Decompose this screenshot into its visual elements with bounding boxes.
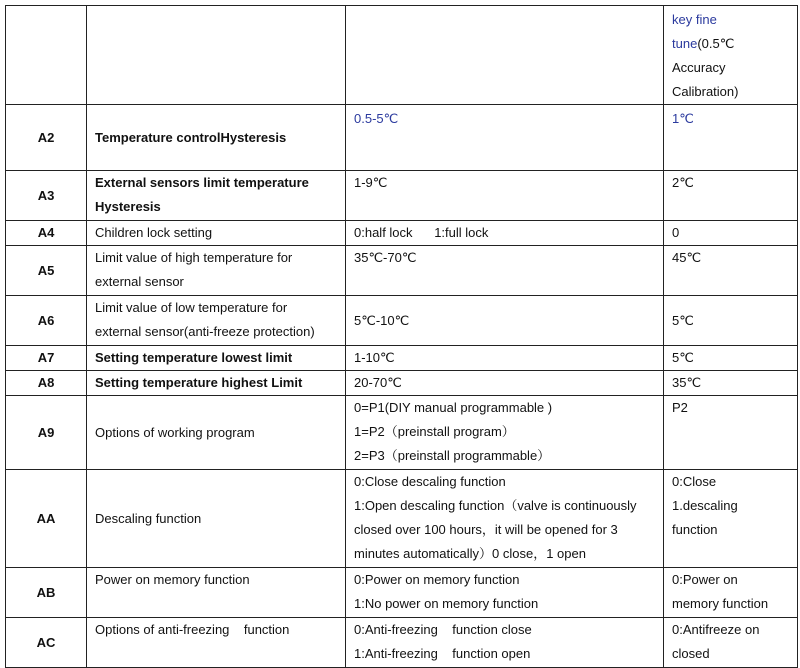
param-default-line: 0:Antifreeze on bbox=[672, 622, 760, 637]
param-range: 5℃-10℃ bbox=[346, 296, 664, 346]
param-default: 2℃ bbox=[664, 171, 798, 221]
param-range bbox=[346, 618, 664, 668]
table-row bbox=[6, 470, 798, 568]
param-name-line: external sensor bbox=[95, 274, 184, 289]
table-row bbox=[6, 618, 798, 668]
param-code: A3 bbox=[6, 171, 87, 221]
param-name bbox=[87, 246, 346, 296]
table-row bbox=[6, 296, 798, 346]
param-name: Children lock setting bbox=[87, 221, 346, 246]
param-range bbox=[346, 470, 664, 568]
param-name: Setting temperature highest Limit bbox=[87, 371, 346, 396]
param-default-line: 0:Close bbox=[672, 474, 717, 489]
param-code: A4 bbox=[6, 221, 87, 246]
param-range-line: closed over 100 hours，it will be opened for 3 bbox=[354, 522, 618, 537]
header-text bbox=[672, 32, 789, 56]
table-row bbox=[6, 396, 798, 470]
param-default: 5℃ bbox=[664, 346, 798, 371]
header-text: Accuracy bbox=[672, 60, 726, 75]
param-name: Options of working program bbox=[87, 396, 346, 470]
param-default: 45℃ bbox=[664, 246, 798, 296]
param-name: Descaling function bbox=[87, 470, 346, 568]
param-name-line: Limit value of high temperature for bbox=[95, 250, 293, 265]
param-code: A9 bbox=[6, 396, 87, 470]
param-default: 1℃ bbox=[664, 105, 798, 171]
param-range: 0.5-5℃ bbox=[346, 105, 664, 171]
param-code: A7 bbox=[6, 346, 87, 371]
param-range-line: 1:Open descaling function（valve is continuously bbox=[354, 498, 637, 513]
header-text: Calibration) bbox=[672, 84, 739, 99]
param-code: AC bbox=[6, 618, 87, 668]
param-range: 0:half lock 1:full lock bbox=[346, 221, 664, 246]
param-default-line: function bbox=[672, 522, 718, 537]
table-row bbox=[6, 246, 798, 296]
param-code: A2 bbox=[6, 105, 87, 171]
header-row bbox=[6, 6, 798, 105]
param-name: Temperature controlHysteresis bbox=[87, 105, 346, 171]
header-cell-range bbox=[346, 6, 664, 105]
param-name: Power on memory function bbox=[87, 568, 346, 618]
param-range bbox=[346, 568, 664, 618]
param-name: Setting temperature lowest limit bbox=[87, 346, 346, 371]
param-range-line: 0:Power on memory function bbox=[354, 572, 520, 587]
param-range-line: 1=P2（preinstall program） bbox=[354, 424, 515, 439]
param-code: A8 bbox=[6, 371, 87, 396]
param-default-line: 0:Power on bbox=[672, 572, 738, 587]
param-code: A5 bbox=[6, 246, 87, 296]
param-name-line: external sensor(anti-freeze protection) bbox=[95, 324, 315, 339]
param-default bbox=[664, 618, 798, 668]
param-code: AB bbox=[6, 568, 87, 618]
param-default-line: closed bbox=[672, 646, 710, 661]
param-range: 1-10℃ bbox=[346, 346, 664, 371]
param-range-line: 0=P1(DIY manual programmable ) bbox=[354, 400, 553, 415]
param-name bbox=[87, 171, 346, 221]
header-cell-default bbox=[664, 6, 798, 105]
param-default: 0 bbox=[664, 221, 798, 246]
param-default-line: memory function bbox=[672, 596, 769, 611]
table-row bbox=[6, 346, 798, 371]
param-range-line: minutes automatically）0 close，1 open bbox=[354, 546, 586, 561]
table-row bbox=[6, 371, 798, 396]
param-range bbox=[346, 396, 664, 470]
param-name bbox=[87, 296, 346, 346]
table-row bbox=[6, 105, 798, 171]
param-range-line: 2=P3（preinstall programmable） bbox=[354, 448, 551, 463]
param-range: 1-9℃ bbox=[346, 171, 664, 221]
param-default bbox=[664, 568, 798, 618]
table-row bbox=[6, 221, 798, 246]
param-default: 35℃ bbox=[664, 371, 798, 396]
param-name: Options of anti-freezing function bbox=[87, 618, 346, 668]
table-row bbox=[6, 568, 798, 618]
param-range-line: 1:Anti-freezing function open bbox=[354, 646, 531, 661]
param-default: P2 bbox=[664, 396, 798, 470]
param-name-line: Hysteresis bbox=[95, 199, 161, 214]
header-text: key fine bbox=[672, 12, 717, 27]
header-text-black: (0.5℃ bbox=[697, 36, 735, 51]
param-range: 35℃-70℃ bbox=[346, 246, 664, 296]
param-default-line: 1.descaling bbox=[672, 498, 738, 513]
param-range-line: 1:No power on memory function bbox=[354, 596, 539, 611]
param-range-line: 0:Close descaling function bbox=[354, 474, 506, 489]
param-range-line: 0:Anti-freezing function close bbox=[354, 622, 532, 637]
header-cell-code bbox=[6, 6, 87, 105]
param-default: 5℃ bbox=[664, 296, 798, 346]
param-range: 20-70℃ bbox=[346, 371, 664, 396]
param-code: A6 bbox=[6, 296, 87, 346]
param-name-line: Limit value of low temperature for bbox=[95, 300, 288, 315]
param-code: AA bbox=[6, 470, 87, 568]
param-name-line: External sensors limit temperature bbox=[95, 175, 309, 190]
table-row bbox=[6, 171, 798, 221]
header-text-blue: tune bbox=[672, 36, 698, 51]
param-default bbox=[664, 470, 798, 568]
parameter-table bbox=[5, 5, 798, 668]
header-cell-name bbox=[87, 6, 346, 105]
